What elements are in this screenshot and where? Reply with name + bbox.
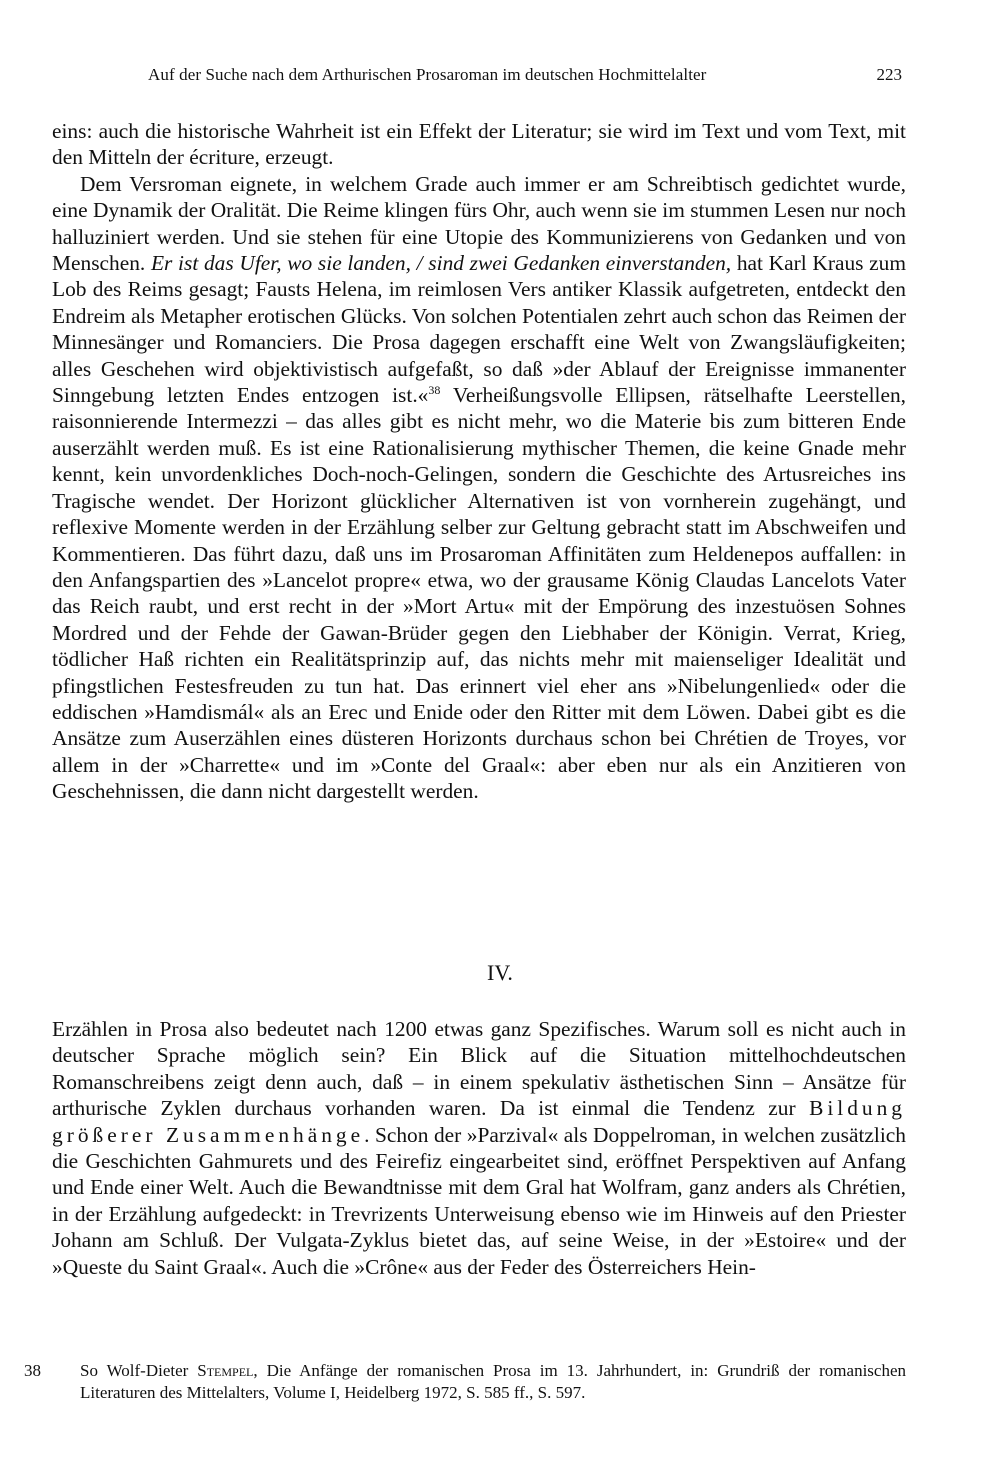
page-number: 223 — [876, 65, 902, 84]
emphasis-spaced: Bildung größerer Zusammenhänge — [52, 1096, 906, 1147]
section-heading: IV. — [487, 960, 513, 985]
body-text-upper — [52, 118, 906, 805]
paragraph — [52, 118, 906, 171]
text-run: So Wolf-Dieter — [80, 1361, 198, 1380]
paragraph — [52, 171, 906, 805]
text-run: Erzählen in Prosa also bedeutet nach 1200 etwas ganz Spezifisches. Warum soll es nicht auch in deutscher Sprache möglich sein? Ein Blick auf die Situation mittelhochdeutschen Romanschreibens zeigt denn auch, daß – in einem spekulativ ästhetischen Sinn – Ansätze für arthurische Zyklen durchaus vorhanden waren. Da ist einmal die Tendenz zur — [52, 1017, 906, 1121]
text-run: eins: auch die historische Wahrheit ist ein Effekt der Literatur; sie wird im Text und vom Text, mit den Mitteln der écriture, erzeugt. — [52, 119, 906, 170]
text-run: Dem Versroman eignete, in welchem Grade auch immer er am Schreibtisch gedichtet wurde, eine Dynamik der Oralität. Die Reime klingen fürs Ohr, auch wenn sie im stummen Lesen nur noch halluziniert werden. Und sie stehen für eine Utopie des Kommunizierens von Gedanken und von Menschen. — [52, 171, 906, 276]
text-run: hat Karl Kraus zum Lob des Reims gesagt; Fausts Helena, im reimlosen Vers antiker Klassik aufgetreten, entdeckt den Endreim als Metapher erotischen Glücks. Von solchen Potentialen zehrt auch schon das Reimen der Minnesänger und Romanciers. Die Prosa dagegen erschafft eine Welt von Zwangsläufigkeiten; alles Geschehen wird objektivistisch aufgefaßt, so daß »der Ablauf der Ereignisse immanenter Sinngebung letzten Endes entzogen ist.« — [52, 251, 906, 408]
running-title: Auf der Suche nach dem Arthurischen Prosaroman im deutschen Hochmittelalter — [148, 65, 707, 84]
page-header — [148, 62, 902, 88]
text-run: . Schon der »Parzival« als Doppelroman, in welchen zusätzlich die Geschichten Gahmurets und des Feirefiz eingearbeitet sind, eröffnet Perspektiven auf Anfang und Ende einer Welt. Auch die Bewandtnisse mit dem Gral hat Wolfram, ganz anders als Chrétien, in der Erzählung aufgedeckt: in Trevrizents Unterweisung ebenso wie im Hinweis auf den Priester Johann am Schluß. Der Vulgata-Zyklus bietet das, auf seine Weise, in der »Estoire« und der »Queste du Saint Graal«. Auch die »Crône« aus der Feder des Österreichers Hein- — [52, 1122, 906, 1279]
footnote-text — [24, 1360, 906, 1404]
text-run: Verheißungsvolle Ellipsen, rätselhafte Leerstellen, raisonnierende Intermezzi – das alles gibt es nicht mehr, wo die Materie bis zum bitteren Ende auserzählt werden muß. Es ist eine Rationalisierung mythischer Themen, die keine Gnade mehr kennt, kein unvordenkliches Doch-noch-Gelingen, sondern die Geschichte des Artusreiches ins Tragische wendet. Der Horizont glücklicher Alternativen ist von vornherein zugehängt, und reflexive Momente werden in der Erzählung selber zur Geltung gebracht statt im Abschweifen und Kommentieren. Das führt dazu, daß uns im Prosaroman Affinitäten zum Heldenepos auffallen: in den Anfangspartien des »Lancelot propre« etwa, wo der grausame König Claudas Lancelots Vater das Reich raubt, und erst recht in der »Mort Artu« mit der Empörung des inzestuösen Sohnes Mordred und der Fehde der Gawan-Brüder gegen den Liebhaber der Königin. Verrat, Krieg, tödlicher Haß richten ein Realitätsprinzip auf, das nichts mehr mit maienseliger Idealität und pfingstlichen Festesfreuden zu tun hat. Das erinnert viel eher ans »Nibelungenlied« oder die eddischen »Hamdismál« als an Erec und Enide oder den Ritter mit dem Löwen. Dabei gibt es die Ansätze zum Auserzählen eines düsteren Horizonts durchaus schon bei Chrétien de Troyes, vor allem in der »Charrette« und im »Conte del Graal«: aber eben nur als ein Anzitieren von Geschehnissen, die dann nicht dargestellt werden. — [52, 383, 906, 804]
paragraph — [52, 1016, 906, 1280]
footnote — [24, 1360, 906, 1404]
body-text-lower — [52, 1016, 906, 1280]
footnote-number: 38 — [24, 1361, 41, 1380]
footnote-ref: 38 — [428, 382, 441, 397]
quote-italic: Er ist das Ufer, wo sie landen, / sind zwei Gedanken einverstanden, — [150, 251, 732, 276]
text-run: , Die Anfänge der romanischen Prosa im 13. Jahrhundert, in: Grundriß der romanischen Literaturen des Mittelalters, Volume I, Heidelberg 1972, S. 585 ff., S. 597. — [80, 1361, 906, 1402]
author-name: Stempel — [197, 1361, 254, 1380]
